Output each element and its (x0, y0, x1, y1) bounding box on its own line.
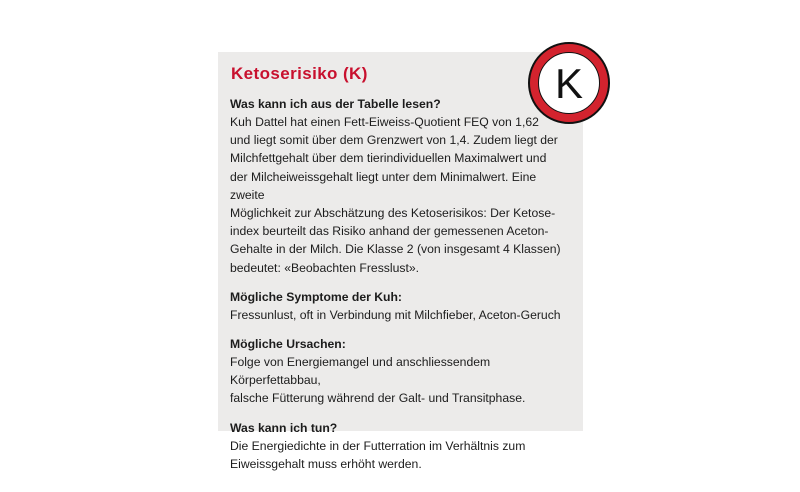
badge-inner-circle (538, 52, 600, 114)
body-line: bedeutet: «Beobachten Fresslust». (230, 260, 420, 275)
section-heading: Mögliche Ursachen: (230, 337, 346, 352)
body-line: Eiweissgehalt muss erhöht werden. (230, 456, 422, 471)
box-title: Ketoserisiko (K) (231, 64, 368, 83)
section-heading: Was kann ich aus der Tabelle lesen? (230, 97, 441, 111)
badge-letter: K (554, 60, 583, 107)
body-line: Die Energiedichte in der Futterration im Verhältnis zum (230, 438, 526, 453)
section-actions (230, 419, 571, 473)
section-heading: Was kann ich tun? (230, 420, 338, 435)
body-line: der Milcheiweissgehalt liegt unter dem Minimalwert. Eine zweite (230, 169, 537, 202)
section-symptoms (230, 288, 571, 324)
body-line: Fressunlust, oft in Verbindung mit Milchfieber, Aceton-Geruch (230, 307, 561, 322)
body-line: Milchfettgehalt über dem tierindividuellen Maximalwert und (230, 151, 547, 166)
body-line: index beurteilt das Risiko anhand der gemessenen Aceton- (230, 224, 549, 239)
body-line: Möglichkeit zur Abschätzung des Ketoserisikos: Der Ketose- (230, 206, 556, 221)
section-causes (230, 335, 571, 408)
ketosis-risk-badge-icon (528, 42, 610, 124)
info-box (218, 52, 583, 471)
body-line: Gehalte in der Milch. Die Klasse 2 (von insgesamt 4 Klassen) (230, 242, 561, 257)
section-table-reading (230, 95, 571, 277)
body-line: und liegt somit über dem Grenzwert von 1,4. Zudem liegt der (230, 133, 558, 148)
section-heading: Mögliche Symptome der Kuh: (230, 289, 402, 304)
body-line: Folge von Energiemangel und anschliessendem Körperfettabbau, (230, 355, 491, 388)
body-line: falsche Fütterung während der Galt- und Transitphase. (230, 391, 526, 406)
body-line: Kuh Dattel hat einen Fett-Eiweiss-Quotient FEQ von 1,62 (230, 115, 539, 129)
